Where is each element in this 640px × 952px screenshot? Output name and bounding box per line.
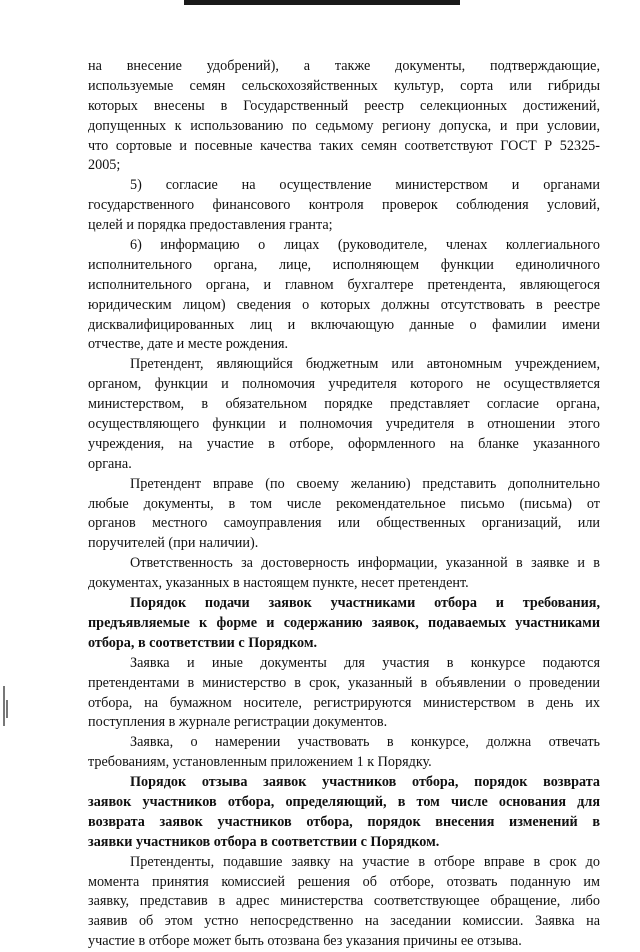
text-line: используемые семян сельскохозяйственных культур, сорта или гибриды	[88, 77, 600, 94]
text-line: предъявляемые к форме и содержанию заявок, подаваемых участниками	[88, 614, 600, 631]
text-line: Заявка и иные документы для участия в конкурсе подаются	[130, 654, 600, 671]
text-line: Порядок отзыва заявок участников отбора, порядок возврата	[130, 774, 600, 791]
text-line: возврата заявок участников отбора, порядок внесения изменений в	[88, 813, 600, 830]
text-line: органом, функции и полномочия учредителя которого не осуществляется	[88, 376, 600, 393]
text-line: Ответственность за достоверность информации, указанной в заявке и в	[130, 555, 600, 572]
text-line: документах, указанных в настоящем пункте, несет претендент.	[88, 575, 469, 592]
text-line: дисквалифицированных лиц и включающую данные о фамилии имени	[88, 316, 600, 333]
text-line: претендентами в министерство в срок, указанный в объявлении о проведении	[88, 674, 600, 691]
paragraph	[88, 57, 600, 176]
text-line: отчестве, дате и месте рождения.	[88, 336, 289, 353]
text-line: 2005;	[88, 157, 121, 174]
text-line: Претендент, являющийся бюджетным или автономным учреждением,	[130, 356, 600, 373]
text-line: целей и порядка предоставления гранта;	[88, 217, 333, 234]
text-line: на внесение удобрений), а также документы, подтверждающие,	[88, 58, 600, 74]
section-heading	[88, 773, 600, 853]
text-line: 6) информацию о лицах (руководителе, членах коллегиального	[130, 237, 600, 254]
scan-edge-bar	[184, 0, 460, 5]
text-line: исполнительного органа, и главном бухгалтере претендента, являющегося	[88, 276, 600, 293]
text-line: осуществляющего функции и полномочия учредителя в отношении этого	[88, 416, 600, 433]
paragraph	[88, 176, 600, 236]
paragraph	[88, 654, 600, 734]
text-line: заявку, представив в адрес министерства соответствующее обращение, либо	[88, 893, 600, 910]
text-line: заявки участников отбора в соответствии с Порядком.	[88, 833, 440, 850]
text-line: которых внесены в Государственный реестр селекционных достижений,	[88, 97, 600, 114]
text-line: юридическим лицом) сведения о которых должны отсутствовать в реестре	[88, 296, 600, 313]
text-line: допущенных к использованию по седьмому региону допуска, и при условии,	[88, 117, 600, 134]
text-line: поступления в журнале регистрации документов.	[88, 714, 388, 731]
text-line: исполнительного органа, лице, исполняющем функции единоличного	[88, 256, 600, 273]
text-line: органов местного самоуправления или общественных организаций, или	[88, 515, 600, 532]
text-line: заявок участников отбора, определяющий, в том числе основания для	[88, 793, 600, 810]
text-line: органа.	[88, 455, 132, 472]
text-line: 5) согласие на осуществление министерством и органами	[130, 177, 600, 194]
text-line: требованиям, установленным приложением 1 к Порядку.	[88, 754, 432, 771]
paragraph	[88, 475, 600, 555]
paragraph	[88, 733, 600, 773]
text-line: государственного финансового контроля проверок соблюдения условий,	[88, 197, 600, 214]
text-line: что сортовые и посевные качества таких семян соответствуют ГОСТ Р 52325-	[88, 137, 600, 154]
text-line: Претенденты, подавшие заявку на участие в отборе вправе в срок до	[130, 853, 600, 870]
paragraph	[88, 236, 600, 355]
paragraph	[88, 355, 600, 474]
text-line: участие в отборе может быть отозвана без указания причины ее отзыва.	[88, 933, 522, 950]
text-line: заявив об этом устно непосредственно на заседании комиссии. Заявка на	[88, 913, 600, 930]
text-line: министерством, в обязательном порядке представляет согласие органа,	[88, 396, 600, 413]
text-line: поручителей (при наличии).	[88, 535, 259, 552]
text-line: Заявка, о намерении участвовать в конкурсе, должна отвечать	[130, 734, 600, 751]
text-line: момента принятия комиссией решения об отборе, отозвать поданную им	[88, 873, 600, 890]
paragraph	[88, 554, 600, 594]
text-line: учреждения, на участие в отборе, оформленного на бланке указанного	[88, 435, 600, 452]
document-body	[88, 57, 600, 952]
scan-margin-mark	[6, 700, 8, 718]
text-line: любые документы, в том числе рекомендательное письмо (письма) от	[88, 495, 600, 512]
section-heading	[88, 594, 600, 654]
text-line: Порядок подачи заявок участниками отбора и требования,	[130, 595, 600, 612]
text-line: Претендент вправе (по своему желанию) представить дополнительно	[130, 475, 600, 492]
scan-margin-mark	[3, 686, 5, 726]
text-line: отбора, в соответствии с Порядком.	[88, 634, 318, 651]
paragraph	[88, 853, 600, 952]
text-line: отбора, на бумажном носителе, регистрируются министерством в день их	[88, 694, 600, 711]
